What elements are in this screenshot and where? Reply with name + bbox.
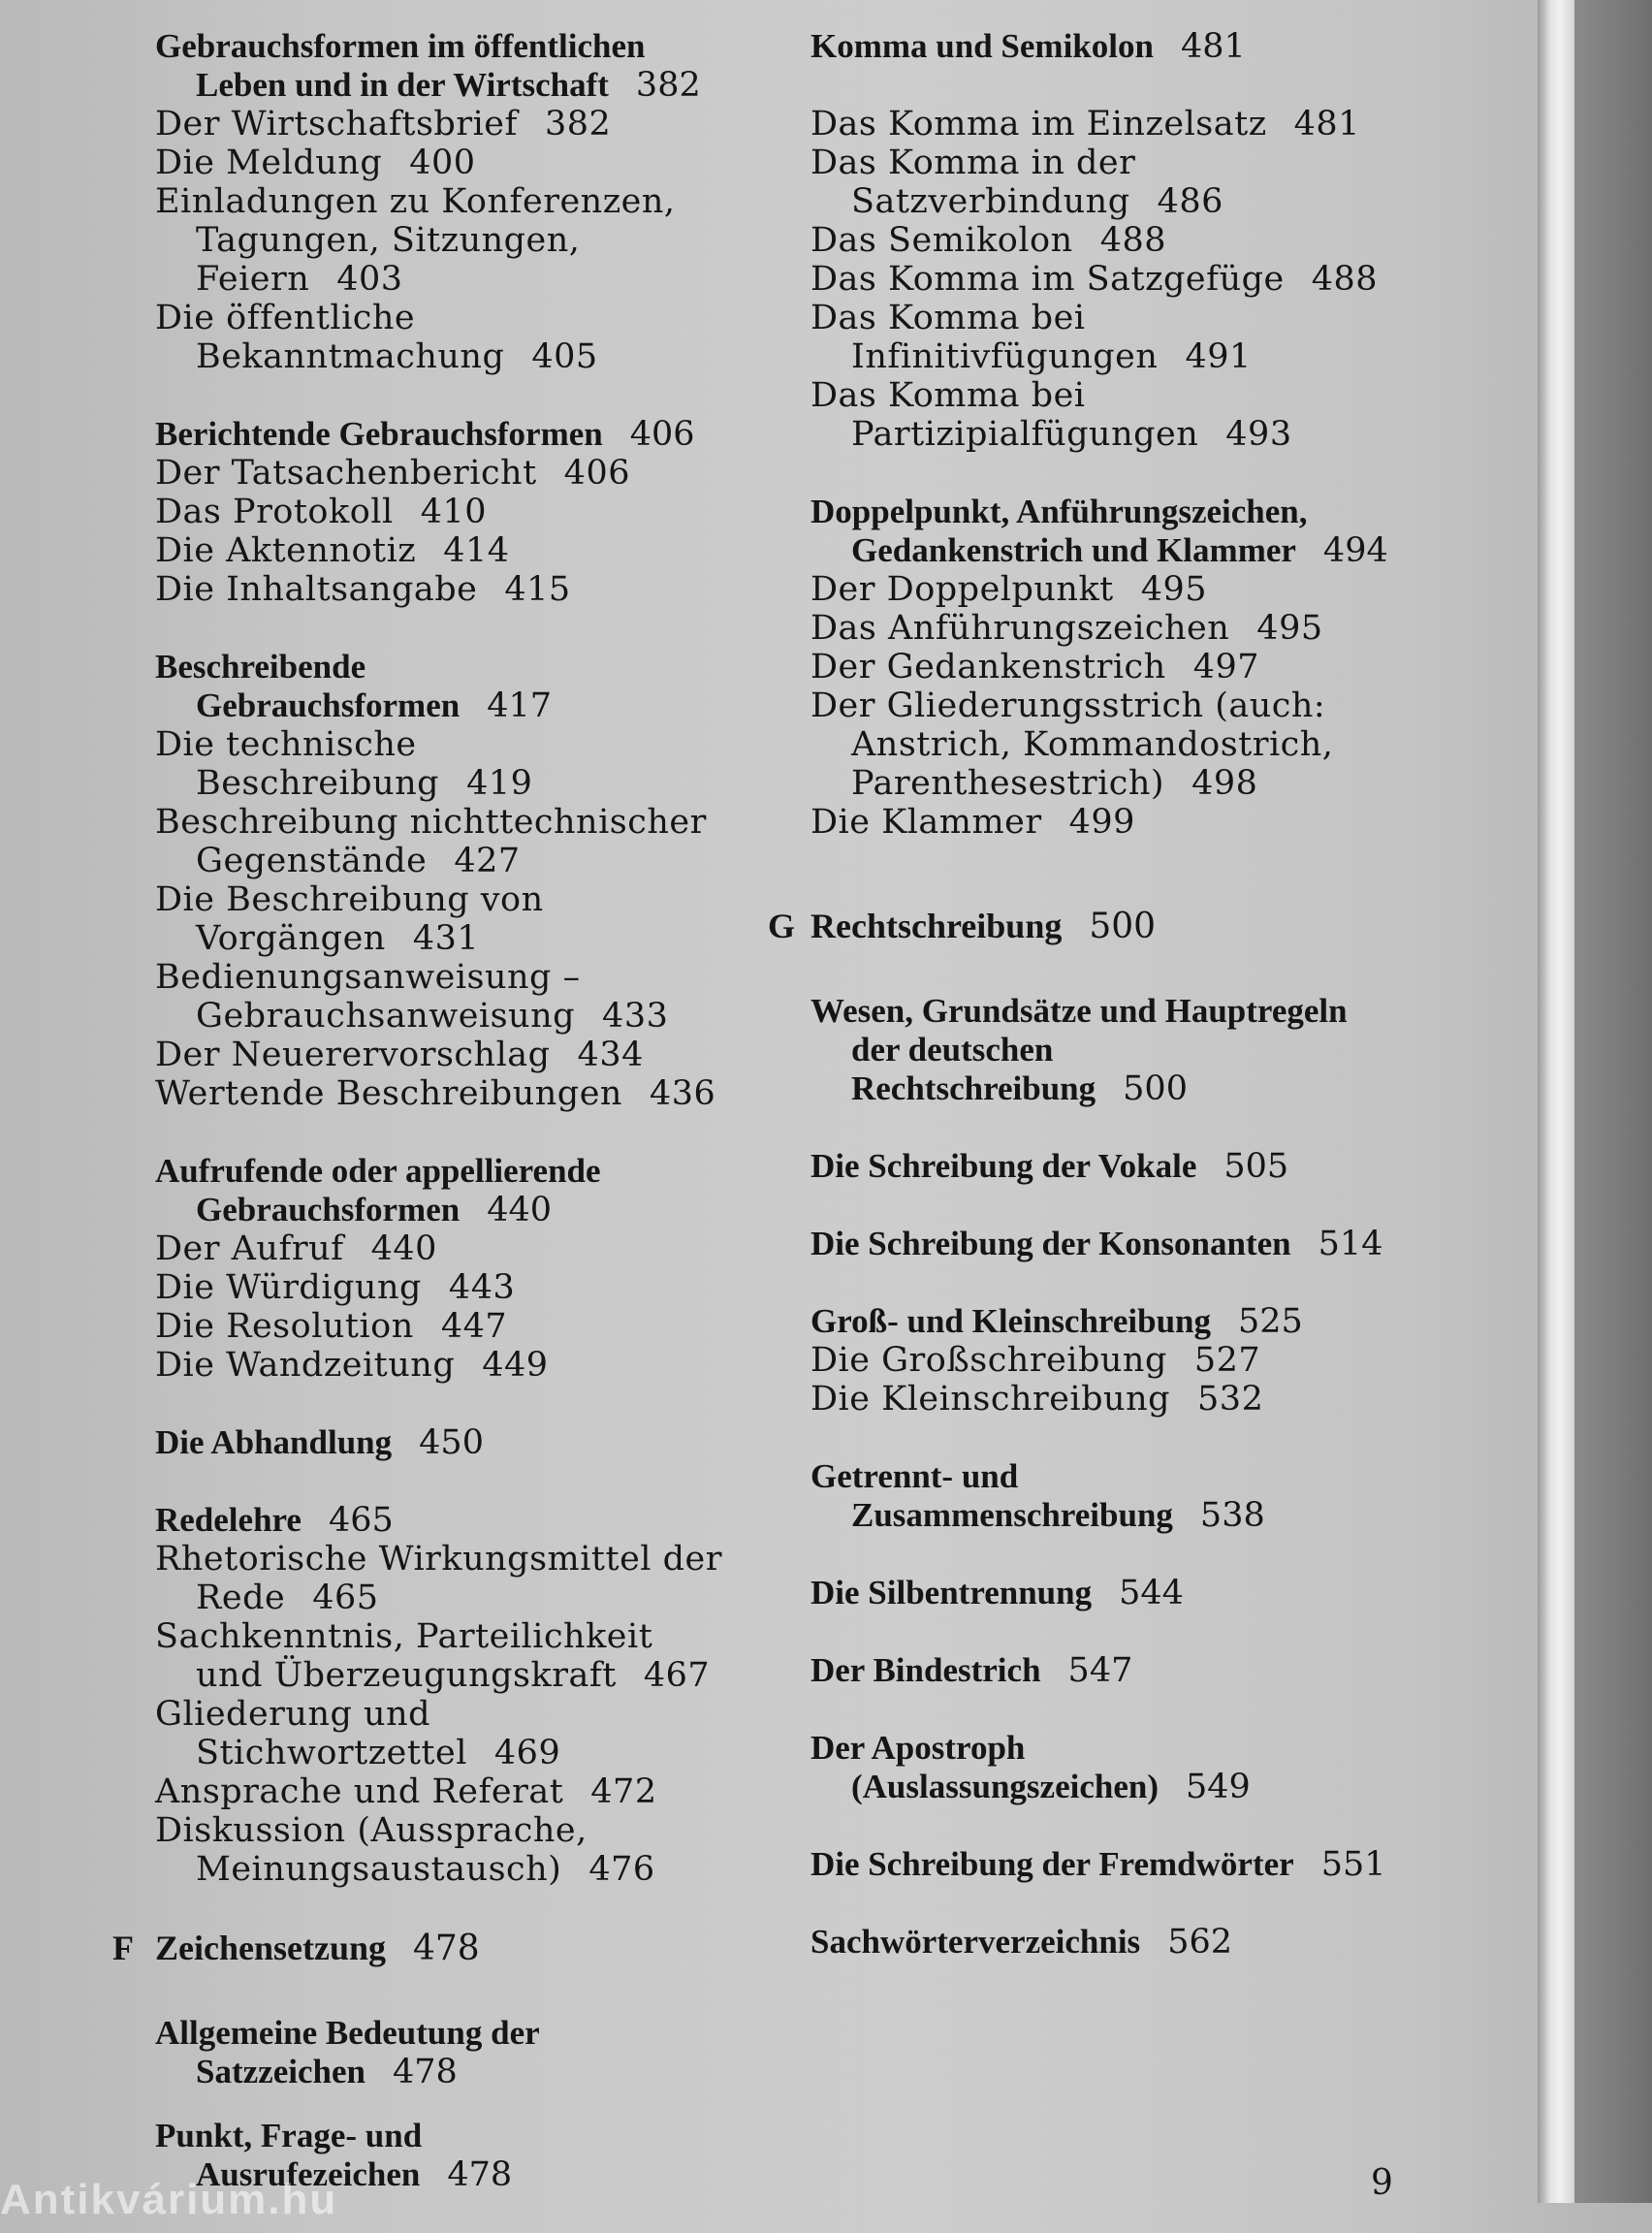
page-ref: 406 (563, 454, 630, 493)
toc-entry (810, 260, 1396, 299)
page-ref: 382 (544, 105, 612, 144)
page-ref: 440 (487, 1191, 553, 1229)
page-ref: 467 (643, 1656, 711, 1695)
toc-text: Die Klammer (810, 803, 1042, 842)
page-ref: 498 (1191, 764, 1258, 803)
toc-heading (155, 1501, 727, 1540)
page-ref: 547 (1067, 1651, 1133, 1690)
page-ref: 382 (635, 66, 701, 105)
toc-text: Die Resolution (155, 1307, 414, 1346)
toc-text: Das Protokoll (155, 493, 394, 531)
toc-entry (155, 493, 727, 531)
toc-text: Das Komma bei Infinitivfügungen (810, 299, 1159, 376)
toc-text: Der Doppelpunkt (810, 570, 1114, 609)
toc-entry (155, 1540, 727, 1617)
toc-entry (810, 570, 1396, 609)
toc-text: Die Wandzeitung (155, 1346, 456, 1385)
page-ref: 449 (482, 1346, 549, 1385)
toc-entry (155, 1695, 727, 1772)
toc-entry (155, 1811, 727, 1889)
toc-entry (155, 1268, 727, 1307)
page-ref: 493 (1225, 415, 1292, 454)
page-ref: 403 (336, 260, 403, 299)
page-ref: 527 (1193, 1341, 1261, 1380)
page-ref: 495 (1140, 570, 1208, 609)
toc-text: Das Anführungszeichen (810, 609, 1230, 648)
toc-entry (155, 803, 727, 880)
page-ref: 494 (1322, 531, 1388, 570)
page-ref: 434 (577, 1036, 644, 1074)
toc-text: Getrennt- und Zusammenschreibung (810, 1457, 1173, 1534)
toc-section (810, 493, 1396, 842)
toc-text: Beschreibende Gebrauchsformen (155, 648, 461, 724)
toc-entry (155, 1346, 727, 1385)
toc-heading (810, 27, 1396, 66)
toc-entry (810, 648, 1396, 686)
toc-text: Die Abhandlung (155, 1423, 393, 1461)
page-ref: 415 (504, 570, 571, 609)
toc-entry (155, 1229, 727, 1268)
toc-heading (810, 1923, 1396, 1962)
toc-text: Die Schreibung der Fremdwörter (810, 1845, 1294, 1883)
toc-text: Die Aktennotiz (155, 531, 417, 570)
page-ref: 447 (440, 1307, 508, 1346)
toc-entry (810, 105, 1396, 144)
toc-heading (810, 1302, 1396, 1341)
page-ref: 488 (1099, 221, 1166, 260)
toc-section (155, 27, 727, 376)
toc-text: Beschreibung nichttechnischer Gegenstände (155, 803, 707, 880)
page-ref: 419 (466, 764, 533, 803)
toc-text: Die öffentliche Bekanntmachung (155, 299, 505, 376)
toc-text: Groß- und Kleinschreibung (810, 1302, 1211, 1340)
toc-heading (810, 1574, 1396, 1612)
page-ref: 405 (531, 337, 598, 376)
page-ref: 525 (1238, 1302, 1303, 1341)
page-ref: 500 (1089, 907, 1157, 946)
page-ref: 544 (1119, 1574, 1184, 1612)
toc-entry (155, 1307, 727, 1346)
toc-entry (155, 531, 727, 570)
page-ref: 505 (1223, 1147, 1289, 1186)
toc-text: Bedienungsanweisung – Gebrauchsanweisung (155, 958, 581, 1036)
toc-text: Zeichensetzung (155, 1929, 386, 1967)
chapter-heading-g (768, 906, 1396, 947)
toc-section (810, 1457, 1396, 1535)
toc-text: Gliederung und Stichwortzettel (155, 1695, 467, 1772)
page-ref: 499 (1068, 803, 1135, 842)
page-ref: 514 (1318, 1225, 1383, 1263)
toc-section (810, 1302, 1396, 1419)
page-ref: 486 (1157, 182, 1223, 221)
toc-text: Die Schreibung der Konsonanten (810, 1225, 1291, 1262)
page-ref: 431 (412, 919, 480, 958)
toc-text: Der Wirtschaftsbrief (155, 105, 518, 144)
toc-section (810, 1147, 1396, 1186)
toc-text: Das Komma bei Partizipialfügungen (810, 376, 1199, 454)
toc-entry (155, 299, 727, 376)
toc-heading (155, 27, 727, 105)
toc-text: Aufrufende oder appellierende Gebrauchsformen (155, 1152, 601, 1228)
toc-text: Die Kleinschreibung (810, 1380, 1171, 1419)
toc-section (155, 1152, 727, 1385)
toc-text: Die Inhaltsangabe (155, 570, 478, 609)
toc-entry (810, 609, 1396, 648)
toc-heading (810, 1147, 1396, 1186)
page-ref: 433 (602, 997, 669, 1036)
page-ref: 481 (1293, 105, 1360, 144)
toc-section (810, 1651, 1396, 1690)
toc-text: Der Gedankenstrich (810, 648, 1166, 686)
page-ref: 495 (1256, 609, 1323, 648)
toc-text: Das Komma im Satzgefüge (810, 260, 1285, 299)
toc-entry (155, 1772, 727, 1811)
book-page-edge (1538, 0, 1574, 2203)
toc-entry (155, 570, 727, 609)
page-ref: 436 (649, 1074, 716, 1113)
page-ref: 549 (1185, 1768, 1251, 1806)
page-ref: 469 (493, 1734, 561, 1772)
page-ref: 478 (447, 2155, 513, 2194)
toc-section (155, 1423, 727, 1462)
page-ref: 532 (1197, 1380, 1264, 1419)
toc-text: Der Neuerervorschlag (155, 1036, 551, 1074)
toc-text: Ansprache und Referat (155, 1772, 564, 1811)
page-ref: 538 (1199, 1496, 1265, 1535)
page-ref: 443 (448, 1268, 516, 1307)
toc-section (810, 1923, 1396, 1962)
toc-section (155, 415, 727, 609)
page-ref: 410 (420, 493, 487, 531)
toc-section (810, 992, 1396, 1108)
toc-entry (155, 182, 727, 299)
toc-section (810, 1225, 1396, 1263)
toc-text: Die Schreibung der Vokale (810, 1147, 1197, 1185)
toc-heading (810, 1225, 1396, 1263)
toc-text: Der Apostroph (Auslassungszeichen) (810, 1729, 1159, 1805)
toc-entry (155, 1617, 727, 1695)
toc-text: Das Komma im Einzelsatz (810, 105, 1267, 144)
toc-entry (155, 144, 727, 182)
toc-entry (155, 105, 727, 144)
toc-entry (155, 1074, 727, 1113)
toc-heading (155, 2014, 727, 2091)
page-ref: 465 (312, 1579, 379, 1617)
page-ref: 406 (629, 415, 695, 454)
toc-heading (810, 1845, 1396, 1884)
toc-text: Die Würdigung (155, 1268, 422, 1307)
toc-text: Der Bindestrich (810, 1651, 1041, 1689)
toc-text: Rhetorische Wirkungsmittel der Rede (155, 1540, 722, 1617)
toc-text: Das Komma in der Satzverbindung (810, 144, 1136, 221)
toc-left-column (112, 27, 727, 2233)
toc-heading (155, 648, 727, 725)
toc-text: Der Gliederungsstrich (auch: Anstrich, Kommandostrich, Parenthesestrich) (810, 686, 1334, 803)
page-ref: 476 (588, 1850, 655, 1889)
toc-section (810, 1729, 1396, 1806)
toc-text: Der Tatsachenbericht (155, 454, 537, 493)
page-ref: 400 (409, 144, 476, 182)
page-ref: 497 (1192, 648, 1259, 686)
toc-entry (810, 299, 1396, 376)
toc-section (810, 27, 1396, 454)
toc-entry (810, 376, 1396, 454)
toc-heading (810, 1729, 1396, 1806)
toc-heading (810, 1651, 1396, 1690)
toc-text: Gebrauchsformen im öffentlichen Leben und in der Wirtschaft (155, 27, 646, 104)
toc-heading (810, 1457, 1396, 1535)
toc-entry (810, 144, 1396, 221)
page-ref: 488 (1311, 260, 1379, 299)
page-ref: 417 (487, 686, 553, 725)
toc-text: Berichtende Gebrauchsformen (155, 415, 603, 453)
toc-text: F (112, 1929, 134, 1967)
toc-entry (155, 725, 727, 803)
page-ref: 500 (1123, 1069, 1188, 1108)
toc-entry (810, 1341, 1396, 1380)
page-ref: 478 (392, 2053, 458, 2091)
toc-text: Die Großschreibung (810, 1341, 1167, 1380)
toc-heading (155, 415, 727, 454)
toc-section (155, 648, 727, 1113)
toc-text: Redelehre (155, 1501, 302, 1539)
toc-text: Wertende Beschreibungen (155, 1074, 622, 1113)
toc-section (155, 1501, 727, 1889)
page-ref: 562 (1167, 1923, 1232, 1962)
toc-text: Einladungen zu Konferenzen, Tagungen, Sitzungen, Feiern (155, 182, 676, 299)
toc-text: Doppelpunkt, Anführungszeichen, Gedankenstrich und Klammer (810, 493, 1308, 569)
toc-heading (155, 1423, 727, 1462)
toc-entry (155, 958, 727, 1036)
page-ref: 465 (328, 1501, 394, 1540)
toc-text: Das Semikolon (810, 221, 1073, 260)
page-number: 9 (1371, 2163, 1393, 2203)
page-ref: 491 (1185, 337, 1252, 376)
toc-text: Die technische Beschreibung (155, 725, 440, 803)
page-ref: 450 (419, 1423, 484, 1462)
toc-section (155, 2014, 727, 2091)
page-ref: 472 (590, 1772, 657, 1811)
page-ref: 481 (1180, 27, 1246, 66)
toc-text: G (768, 907, 796, 945)
toc-entry (810, 221, 1396, 260)
toc-text: Die Meldung (155, 144, 383, 182)
toc-text: Komma und Semikolon (810, 27, 1154, 65)
toc-text: Diskussion (Aussprache, Meinungsaustausch) (155, 1811, 588, 1889)
toc-text: Allgemeine Bedeutung der Satzzeichen (155, 2014, 540, 2090)
toc-entry (810, 1380, 1396, 1419)
toc-text: Der Aufruf (155, 1229, 344, 1268)
toc-text: Punkt, Frage- und Ausrufezeichen (155, 2117, 423, 2193)
toc-text: Rechtschreibung (810, 907, 1063, 945)
chapter-heading-f (112, 1928, 727, 1969)
watermark: Antikvárium.hu (0, 2176, 338, 2223)
toc-entry (155, 454, 727, 493)
toc-entry (155, 880, 727, 958)
toc-entry (810, 803, 1396, 842)
toc-entry (810, 686, 1396, 803)
toc-text: Die Beschreibung von Vorgängen (155, 880, 544, 958)
page-ref: 414 (443, 531, 510, 570)
page-ref: 440 (370, 1229, 437, 1268)
toc-heading (810, 992, 1396, 1108)
book-cover-shadow (1574, 0, 1652, 2203)
toc-right-column (768, 27, 1396, 2000)
toc-text: Sachkenntnis, Parteilichkeit und Überzeugungskraft (155, 1617, 653, 1695)
toc-heading (155, 1152, 727, 1229)
toc-section (810, 1845, 1396, 1884)
toc-text: Sachwörterverzeichnis (810, 1923, 1141, 1961)
toc-text: Die Silbentrennung (810, 1574, 1093, 1611)
page-ref: 427 (454, 842, 521, 880)
page-ref: 551 (1320, 1845, 1386, 1884)
toc-heading (810, 493, 1396, 570)
toc-text: Wesen, Grundsätze und Hauptregeln der deutschen Rechtschreibung (810, 992, 1348, 1107)
toc-section (810, 1574, 1396, 1612)
page-ref: 478 (413, 1929, 480, 1968)
toc-entry (155, 1036, 727, 1074)
